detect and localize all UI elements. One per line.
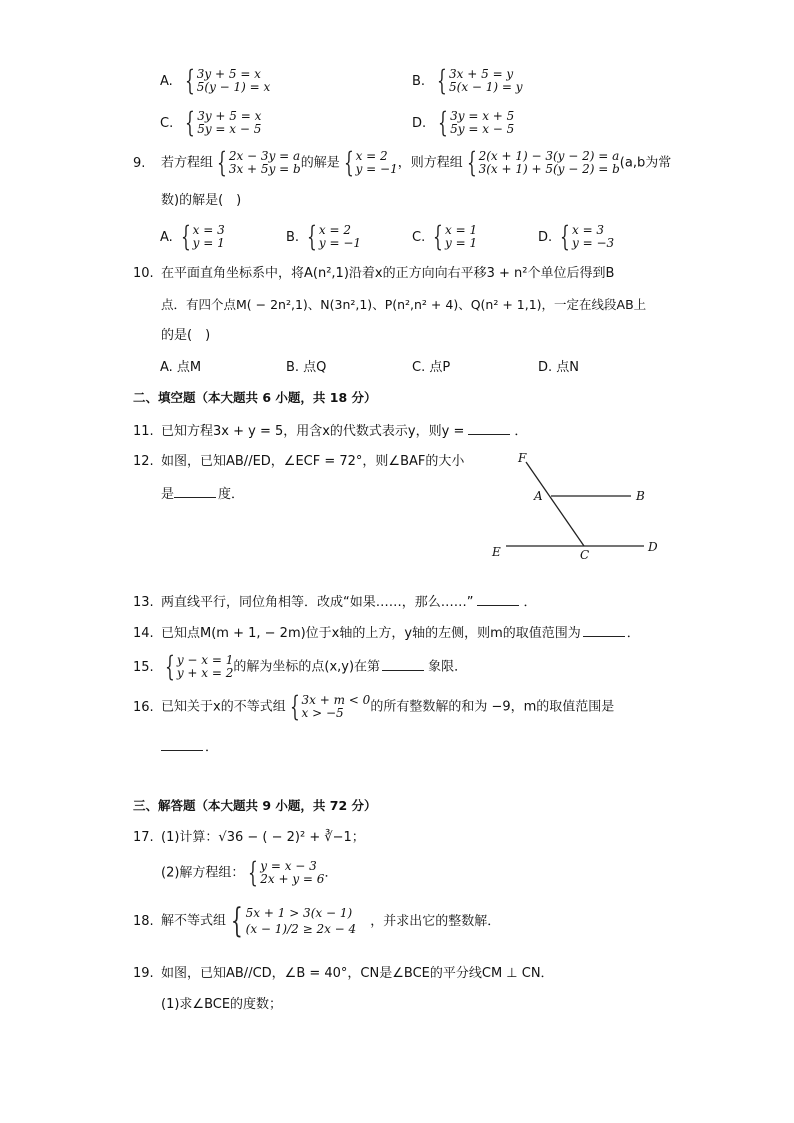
question-17-part2: (2)解方程组： { y = x − 3 2x + y = 6 ．	[161, 856, 338, 889]
answer-blank[interactable]	[174, 485, 216, 498]
q10-option-b: B. 点Q	[286, 360, 327, 375]
q10-option-d: D. 点N	[538, 360, 579, 375]
answer-blank[interactable]	[477, 593, 519, 606]
equation-system: { 3y + 5 = x 5(y − 1) = x	[184, 64, 271, 97]
equation-system: { x = 2 y = −1	[343, 146, 398, 179]
equation-system: { x = 2 y = −1	[307, 220, 362, 253]
equation-system: { x = 3 y = −3	[560, 220, 615, 253]
label-d: D	[648, 540, 658, 554]
section-title-solutions: 三、解答题（本大题共 9 小题，共 72 分）	[133, 798, 377, 813]
inequality-system: { 3x + m < 0 x > −5	[289, 690, 371, 723]
question-16: 16. 已知关于x的不等式组 { 3x + m < 0 x > −5 的所有整数解的和为 −9，m的取值范围是	[133, 690, 615, 723]
question-17-part1: 17. (1)计算：√36 − ( − 2)² + ∛−1；	[133, 830, 365, 845]
equation-system: { 3y = x + 5 5y = x − 5	[438, 106, 515, 139]
question-16-line2: ．	[161, 738, 218, 756]
equation-system: { 3y + 5 = x 5y = x − 5	[185, 106, 262, 139]
equation-system: { x = 3 y = 1	[180, 220, 225, 253]
q9-option-d: D. { x = 3 y = −3	[538, 220, 615, 253]
question-12-line2: 是 度．	[161, 487, 245, 502]
question-11: 11. 已知方程3x + y = 5，用含x的代数式表示y，则y = ．	[133, 424, 528, 439]
q10-option-a: A. 点M	[160, 360, 202, 375]
question-10-line3: 的是( )	[161, 328, 211, 343]
question-14: 14. 已知点M(m + 1, − 2m)位于x轴的上方，y轴的左侧，则m的取值范围为 ．	[133, 626, 640, 641]
equation-system: { 2x − 3y = a 3x + 5y = b	[217, 146, 301, 179]
line-fc	[526, 462, 584, 546]
answer-blank[interactable]	[468, 422, 510, 435]
q8-option-b: B. { 3x + 5 = y 5(x − 1) = y	[412, 64, 523, 97]
question-10-line2: 点．有四个点M( − 2n²,1)、N(3n²,1)、P(n²,n² + 4)、Q(n² + 1,1)，一定在线段AB上	[161, 297, 647, 312]
label-e: E	[492, 545, 501, 559]
label-a: A	[534, 489, 543, 503]
label-c: C	[580, 548, 590, 562]
parallel-lines-figure	[488, 450, 668, 565]
question-10-line1: 在平面直角坐标系中，将A(n²,1)沿着x的正方向向右平移3 + n²个单位后得到B	[161, 266, 615, 281]
q10-option-c: C. 点P	[412, 360, 451, 375]
equation-system: { 3x + 5 = y 5(x − 1) = y	[437, 64, 523, 97]
q8-option-d: D. { 3y = x + 5 5y = x − 5	[412, 106, 515, 139]
label-b: B	[636, 489, 645, 503]
q8-option-a: A. { 3y + 5 = x 5(y − 1) = x	[160, 64, 271, 97]
answer-blank[interactable]	[161, 738, 203, 751]
question-15: 15. { y − x = 1 y + x = 2 的解为坐标的点(x,y)在第 象限．	[133, 650, 468, 683]
q9-option-c: C. { x = 1 y = 1	[412, 220, 478, 253]
equation-system: { y = x − 3 2x + y = 6	[248, 856, 325, 889]
q9-option-a: A. { x = 3 y = 1	[160, 220, 225, 253]
q9-option-b: B. { x = 2 y = −1	[286, 220, 362, 253]
question-13: 13. 两直线平行，同位角相等．改成“如果……，那么……” ．	[133, 595, 537, 610]
section-title-fill-in: 二、填空题（本大题共 6 小题，共 18 分）	[133, 390, 377, 405]
answer-blank[interactable]	[583, 624, 625, 637]
inequality-system: { 5x + 1 > 3(x − 1) (x − 1)/2 ≥ 2x − 4	[230, 901, 357, 941]
question-number: 9.	[133, 155, 146, 171]
equation-system: { x = 1 y = 1	[433, 220, 478, 253]
question-19-line1: 19. 如图，已知AB//CD，∠B = 40°，CN是∠BCE的平分线CM ⊥ CN．	[133, 966, 554, 981]
equation-system: { y − x = 1 y + x = 2	[165, 650, 234, 683]
question-12-line1: 12. 如图，已知AB//ED，∠ECF = 72°，则∠BAF的大小	[133, 454, 465, 469]
question-10-number: 10.	[133, 266, 154, 281]
q8-option-c: C. { 3y + 5 = x 5y = x − 5	[160, 106, 262, 139]
answer-blank[interactable]	[382, 658, 424, 671]
question-18: 18. 解不等式组 { 5x + 1 > 3(x − 1) (x − 1)/2 ≥ 2x − 4 ，并求出它的整数解．	[133, 901, 501, 941]
label-f: F	[518, 451, 527, 465]
question-19-part1: (1)求∠BCE的度数；	[161, 997, 283, 1012]
question-9: 9. 若方程组 { 2x − 3y = a 3x + 5y = b 的解是 { x = 2 y = −1 ，则方程组 { 2(x + 1) − 3(y − 2) = a 3(x + 1) + 5(y − 2) = b (a,b为常	[133, 146, 672, 179]
question-9-line2: 数)的解是( )	[161, 193, 242, 208]
equation-system: { 2(x + 1) − 3(y − 2) = a 3(x + 1) + 5(y − 2) = b	[466, 146, 620, 179]
